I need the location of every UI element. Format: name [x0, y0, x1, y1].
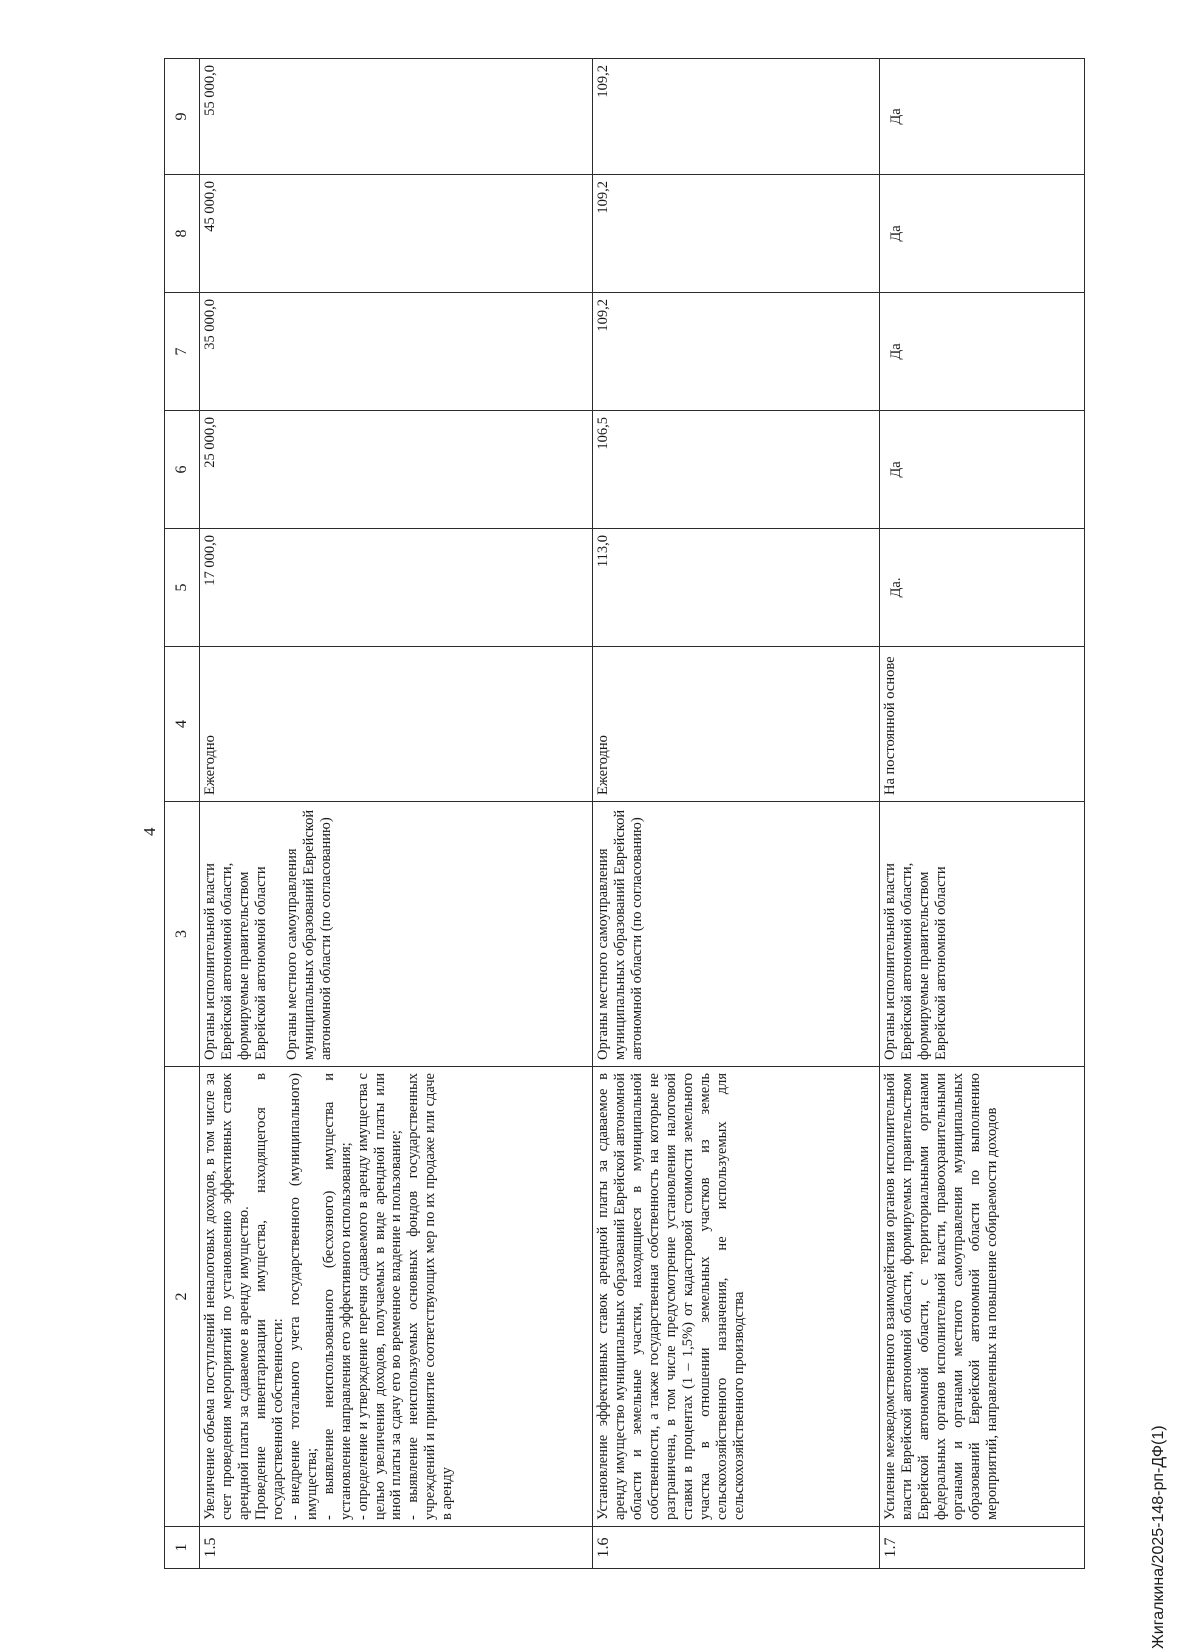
table-row [200, 59, 593, 1569]
header-cell-1: 1 [165, 1527, 200, 1569]
term-cell: На постоянной основе [880, 647, 1085, 802]
value-cell-5: Да. [880, 529, 1085, 647]
page-number: 4 [140, 827, 159, 836]
value-cell-7: 109,2 [593, 293, 880, 411]
executor-cell [593, 802, 880, 1067]
measure-text: Установление эффективных ставок арендной платы за сдаваемое в аренду имущество муниципальных образований Еврейской автономной области и земельные участки, находящиеся в муниципальной собственности, а также государственная собственность на которые не разграничена, в том числе предусмотрение установления налоговой ставки в процентах (1 – 1,5%) от кадастровой стоимости земельного участка в отношении земельных участков из земель сельскохозяйственного назначения, не используемых для сельскохозяйственного производства [595, 1073, 747, 1520]
measures-table [164, 58, 1085, 1569]
value-cell-9: 55 000,0 [200, 59, 593, 175]
term-cell: Ежегодно [200, 647, 593, 802]
value-cell-8: 109,2 [593, 175, 880, 293]
executor-text: Органы исполнительной власти Еврейской автономной области, формируемые правительством Еврейской автономной области [882, 862, 949, 1060]
row-number: 1.6 [593, 1527, 880, 1569]
executor-text: Органы исполнительной власти Еврейской автономной области, формируемые правительством Еврейской автономной области [202, 862, 269, 1060]
executor-text: Органы местного самоуправления муниципальных образований Еврейской автономной области (по согласованию) [595, 809, 645, 1060]
term-cell: Ежегодно [593, 647, 880, 802]
measure-cell [593, 1067, 880, 1527]
measure-text: - определение и утверждение перечня сдаваемого в аренду имущества с целью увеличения доходов, получаемых в виде арендной платы или иной платы за сдачу его во временное владение и пользование; [354, 1073, 405, 1520]
header-cell-5: 5 [165, 529, 200, 647]
value-cell-5: 17 000,0 [200, 529, 593, 647]
measure-text: - выявление неиспользованного (бесхозного) имущества и установление направления его эффективного использования; [320, 1073, 354, 1520]
value-cell-5: 113,0 [593, 529, 880, 647]
header-cell-3: 3 [165, 802, 200, 1067]
header-cell-9: 9 [165, 59, 200, 175]
value-cell-6: 106,5 [593, 411, 880, 529]
value-cell-7: 35 000,0 [200, 293, 593, 411]
header-cell-6: 6 [165, 411, 200, 529]
row-number: 1.5 [200, 1527, 593, 1569]
measure-text: - внедрение тотального учета государственного (муниципального) имущества; [286, 1073, 320, 1520]
measure-text: Усиление межведомственного взаимодействия органов исполнительной власти Еврейской автономной области, формируемых правительством Еврейской автономной области, с территориальными органами федеральных органов исполнительной власти, правоохранительными органами и органами местного самоуправления муниципальных образований Еврейской автономной области по выполнению мероприятий, направленных на повышение собираемости доходов [882, 1073, 1000, 1520]
value-cell-9: 109,2 [593, 59, 880, 175]
row-number: 1.7 [880, 1527, 1085, 1569]
header-cell-7: 7 [165, 293, 200, 411]
header-cell-4: 4 [165, 647, 200, 802]
executor-cell [880, 802, 1085, 1067]
measure-cell [200, 1067, 593, 1527]
header-cell-2: 2 [165, 1067, 200, 1527]
value-cell-6: Да [880, 411, 1085, 529]
value-cell-8: Да [880, 175, 1085, 293]
measure-cell [880, 1067, 1085, 1527]
header-cell-8: 8 [165, 175, 200, 293]
header-row [165, 59, 200, 1569]
executor-cell [200, 802, 593, 1067]
executor-text: Органы местного самоуправления муниципальных образований Еврейской автономной области (по согласованию) [283, 809, 334, 1060]
value-cell-7: Да [880, 293, 1085, 411]
measure-text: Увеличение объема поступлений неналоговых доходов, в том числе за счет проведения мероприятий по установлению эффективных ставок арендной платы за сдаваемое в аренду имущество. [202, 1073, 252, 1520]
table-row [593, 59, 880, 1569]
value-cell-8: 45 000,0 [200, 175, 593, 293]
value-cell-6: 25 000,0 [200, 411, 593, 529]
value-cell-9: Да [880, 59, 1085, 175]
document-footer-code: Жигалкина/2025-148-рп-ДФ(1) [1150, 1425, 1167, 1649]
measure-text: Проведение инвентаризации имущества, находящегося в государственной собственности: [252, 1073, 286, 1520]
measure-text: - выявление неиспользуемых основных фондов государственных учреждений и принятие соответствующих мер по их продаже или сдаче в аренду [405, 1073, 456, 1520]
table-row [880, 59, 1085, 1569]
